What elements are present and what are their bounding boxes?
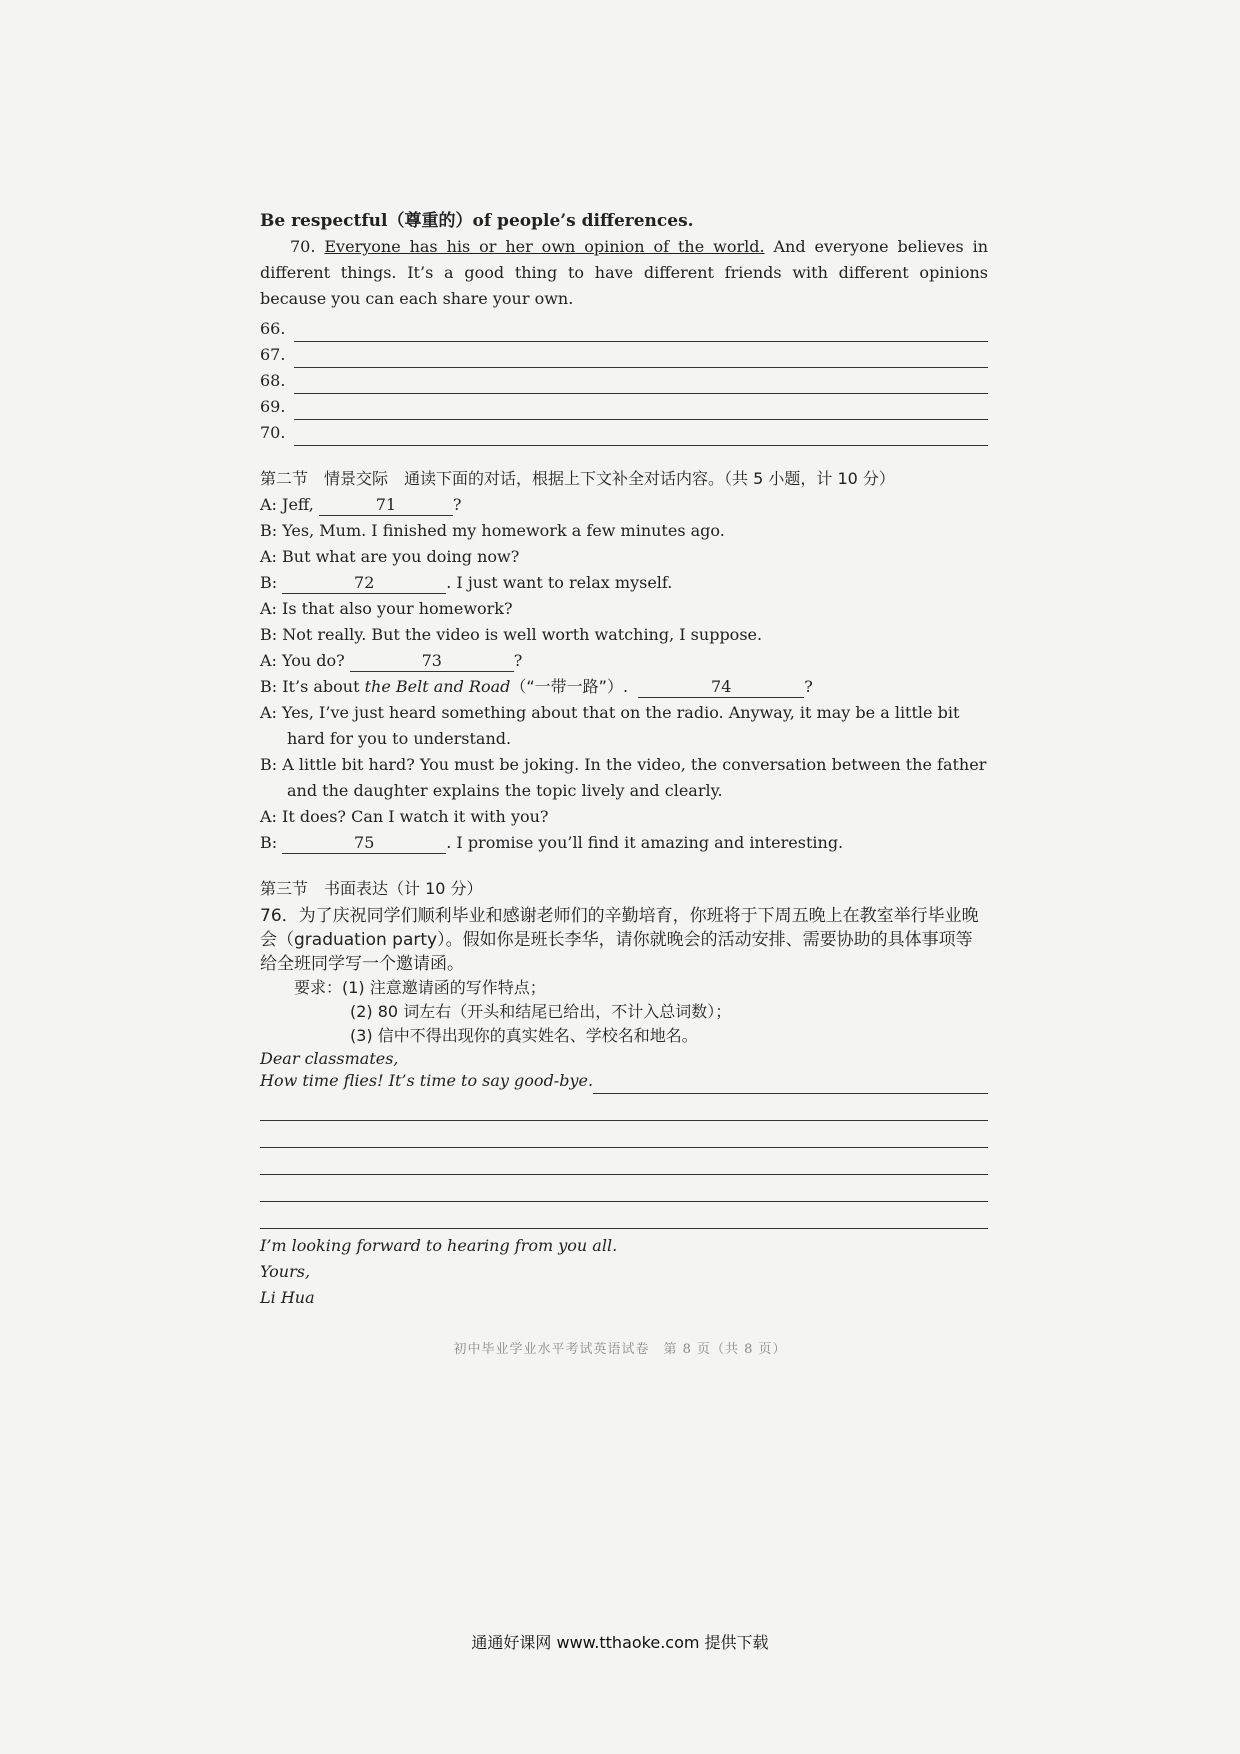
writing-task: 76．为了庆祝同学们顺利毕业和感谢老师们的辛勤培育，你班将于下周五晚上在教室举行毕业晚会（graduation party）。假如你是班长李华，请你就晚会的活动安排、需要协助的具体事项等给全班同学写一个邀请函。 bbox=[260, 906, 979, 974]
paragraph-number: 70. bbox=[290, 237, 325, 256]
gap-72[interactable]: 72 bbox=[282, 573, 446, 594]
passage-paragraph bbox=[260, 234, 988, 312]
gap-75[interactable]: 75 bbox=[282, 833, 446, 854]
speaker-text: A: You do? bbox=[260, 651, 350, 670]
line-end: ? bbox=[804, 677, 813, 696]
answer-lines bbox=[260, 316, 988, 446]
speaker-text: B: bbox=[260, 833, 283, 852]
italic-term: the Belt and Road bbox=[364, 677, 511, 696]
exam-content bbox=[260, 208, 988, 1311]
dialogue-line bbox=[260, 830, 988, 856]
writing-line[interactable] bbox=[294, 375, 988, 394]
writing-line[interactable] bbox=[260, 1148, 988, 1175]
writing-line[interactable] bbox=[260, 1094, 988, 1121]
page-footer: 初中毕业学业水平考试英语试卷 第 8 页（共 8 页） bbox=[453, 1342, 787, 1357]
paragraph-rest: And everyone believes in different things. It’s a good thing to have different friends with different opinions because you can each share your own. bbox=[260, 237, 988, 308]
dialogue-line bbox=[260, 492, 988, 518]
letter-first-line[interactable] bbox=[260, 1070, 988, 1094]
line-end: ? bbox=[513, 651, 523, 670]
speaker-text: A: Jeff, bbox=[260, 495, 319, 514]
letter-greeting: Dear classmates, bbox=[260, 1049, 399, 1068]
answer-number: 68. bbox=[260, 371, 286, 390]
dialogue bbox=[260, 492, 988, 856]
letter-closing: I’m looking forward to hearing from you all. bbox=[260, 1236, 618, 1255]
dialogue-line: B: Not really. But the video is well worth watching, I suppose. bbox=[260, 625, 763, 644]
underlined-sentence: Everyone has his or her own opinion of the world. bbox=[324, 237, 765, 256]
download-watermark: 通通好课网 www.tthaoke.com 提供下载 bbox=[471, 1633, 769, 1652]
dialogue-line: A: It does? Can I watch it with you? bbox=[260, 807, 549, 826]
letter-yours: Yours, bbox=[260, 1262, 311, 1281]
answer-line-70[interactable] bbox=[260, 420, 988, 446]
answer-number: 69. bbox=[260, 397, 286, 416]
dialogue-line: B: Yes, Mum. I finished my homework a few minutes ago. bbox=[260, 521, 725, 540]
section3-title: 第三节 书面表达（计 10 分） bbox=[260, 879, 483, 898]
writing-line[interactable] bbox=[260, 1121, 988, 1148]
writing-line[interactable] bbox=[593, 1077, 988, 1094]
answer-line-67[interactable] bbox=[260, 342, 988, 368]
gap-71[interactable]: 71 bbox=[319, 495, 453, 516]
answer-line-69[interactable] bbox=[260, 394, 988, 420]
writing-line[interactable] bbox=[294, 427, 988, 446]
line-end: . I just want to relax myself. bbox=[446, 573, 673, 592]
answer-number: 70. bbox=[260, 423, 286, 442]
answer-number: 67. bbox=[260, 345, 286, 364]
line-end: . I promise you’ll find it amazing and interesting. bbox=[446, 833, 844, 852]
dialogue-line: B: A little bit hard? You must be joking. In the video, the conversation between the father and the daughter explains the topic lively and clearly. bbox=[260, 755, 987, 800]
writing-line[interactable] bbox=[294, 323, 988, 342]
letter-signature: Li Hua bbox=[260, 1288, 315, 1307]
dialogue-line bbox=[260, 674, 988, 700]
answer-number: 66. bbox=[260, 319, 286, 338]
section2-title: 第二节 情景交际 通读下面的对话，根据上下文补全对话内容。（共 5 小题，计 10 分） bbox=[260, 469, 895, 488]
answer-line-68[interactable] bbox=[260, 368, 988, 394]
dialogue-line: A: But what are you doing now? bbox=[260, 547, 520, 566]
requirement-1: 要求：(1) 注意邀请函的写作特点； bbox=[294, 978, 546, 997]
answer-line-66[interactable] bbox=[260, 316, 988, 342]
writing-line[interactable] bbox=[294, 401, 988, 420]
requirement-3: (3) 信中不得出现你的真实姓名、学校名和地名。 bbox=[350, 1026, 698, 1045]
dialogue-line bbox=[260, 570, 988, 596]
gap-73[interactable]: 73 bbox=[350, 651, 514, 672]
speaker-text: B: bbox=[260, 573, 283, 592]
chinese-term: （“一带一路”）. bbox=[510, 677, 629, 696]
dialogue-line: A: Is that also your homework? bbox=[260, 599, 513, 618]
writing-line[interactable] bbox=[294, 349, 988, 368]
passage-heading: Be respectful（尊重的）of people’s differences. bbox=[260, 211, 694, 231]
speaker-text: B: It’s about bbox=[260, 677, 365, 696]
dialogue-line: A: Yes, I’ve just heard something about that on the radio. Anyway, it may be a little bit hard for you to understand. bbox=[260, 703, 960, 748]
writing-line[interactable] bbox=[260, 1202, 988, 1229]
line-end: ? bbox=[452, 495, 462, 514]
gap-74[interactable]: 74 bbox=[638, 677, 804, 698]
letter-opening: How time flies! It’s time to say good-bye. bbox=[260, 1071, 594, 1090]
requirement-2: (2) 80 词左右（开头和结尾已给出，不计入总词数）； bbox=[350, 1002, 732, 1021]
writing-line[interactable] bbox=[260, 1175, 988, 1202]
dialogue-line bbox=[260, 648, 988, 674]
